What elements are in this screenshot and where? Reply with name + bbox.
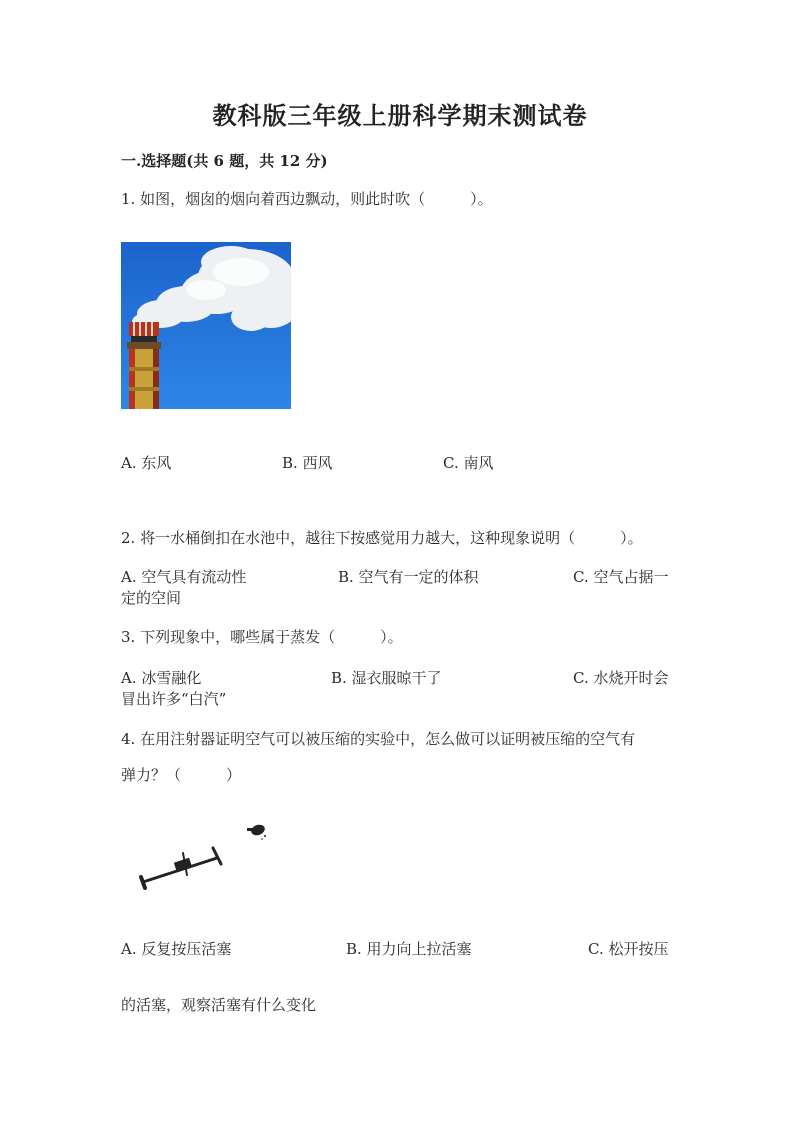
q4-option-a: A. 反复按压活塞 bbox=[121, 940, 232, 958]
q4-option-c-cont: 的活塞，观察活塞有什么变化 bbox=[121, 996, 317, 1014]
section-heading: 一.选择题(共 6 题，共 12 分) bbox=[121, 152, 328, 170]
syringe-image bbox=[135, 820, 275, 895]
q2-option-c: C. 空气占据一 bbox=[573, 568, 669, 586]
q2-option-c-cont: 定的空间 bbox=[121, 589, 182, 607]
q2-option-b: B. 空气有一定的体积 bbox=[338, 568, 479, 586]
chimney bbox=[127, 322, 161, 409]
q4-option-c: C. 松开按压 bbox=[588, 940, 669, 958]
q2-option-a: A. 空气具有流动性 bbox=[121, 568, 247, 586]
question-2-stem: 2. 将一水桶倒扣在水池中，越往下按感觉用力越大，这种现象说明（ ）。 bbox=[121, 529, 643, 547]
q3-option-a: A. 冰雪融化 bbox=[121, 669, 202, 687]
q1-option-a: A. 东风 bbox=[121, 454, 172, 472]
page-title: 教科版三年级上册科学期末测试卷 bbox=[212, 101, 588, 130]
question-1-stem: 1. 如图，烟囱的烟向着西边飘动，则此时吹（ ）。 bbox=[121, 190, 493, 208]
q1-option-b: B. 西风 bbox=[282, 454, 333, 472]
chimney-smoke-image bbox=[121, 242, 291, 409]
q3-option-c: C. 水烧开时会 bbox=[573, 669, 669, 687]
q3-option-c-cont: 冒出许多“白汽” bbox=[121, 690, 227, 708]
q4-option-b: B. 用力向上拉活塞 bbox=[346, 940, 472, 958]
question-3-stem: 3. 下列现象中，哪些属于蒸发（ ）。 bbox=[121, 628, 403, 646]
syringe-cap bbox=[247, 823, 266, 840]
q3-option-b: B. 湿衣服晾干了 bbox=[331, 669, 442, 687]
q1-option-c: C. 南风 bbox=[443, 454, 494, 472]
question-4-stem-cont: 弹力？（ ） bbox=[121, 766, 242, 784]
question-4-stem: 4. 在用注射器证明空气可以被压缩的实验中，怎么做可以证明被压缩的空气有 bbox=[121, 730, 636, 748]
